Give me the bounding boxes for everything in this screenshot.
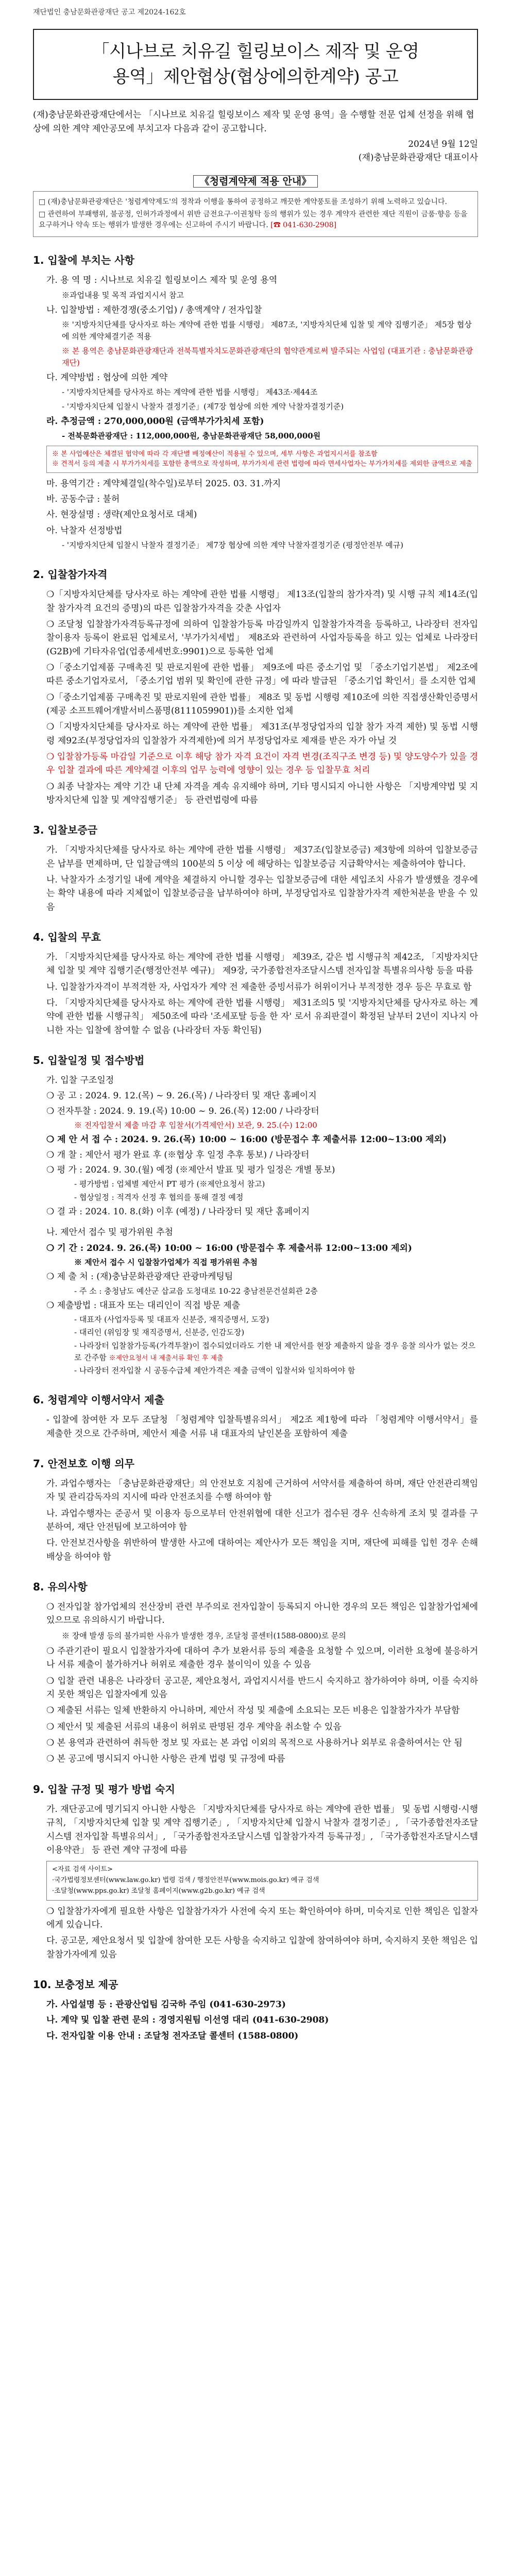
section-10-title: 10. 보충정보 제공 (33, 1978, 118, 1991)
s6-para-1: - 입찰에 참여한 자 모두 조달청 「청렴계약 입찰특별유의서」 제2조 제1항에 따라 「청렴계약 이행서약서」를 제출한 것으로 간주하며, 제안서 제출 서류 내 대표자의 날인본을 포함하여 제출 (46, 1415, 478, 1439)
s9-reference-box (46, 1861, 478, 1900)
s1-selection-method: 아. 낙찰자 선정방법 (46, 525, 123, 536)
s5-submission-rep: - 대표자 (사업자등록 및 대표자 신분증, 재직증명서, 도장) (74, 1315, 269, 1325)
s2-para-6: ❍ 입찰참가등록 마감일 기준으로 이후 해당 참가 자격 요건이 자격 변경(조직구조 변경 등) 및 양도양수가 있을 경우 입찰 결과에 따른 계약체결 이후의 업무 능력에 영향이 있는 경우 등 입찰무효 처리 (46, 751, 478, 776)
s5-sched-notice: ❍ 공 고 : 2024. 9. 12.(목) ~ 9. 26.(목) / 나라장터 및 재단 홈페이지 (46, 1091, 317, 1101)
s2-para-7: ❍ 최종 낙찰자는 계약 기간 내 단체 자격을 계속 유지해야 하며, 기타 명시되지 아니한 사항은 「지방계약법 및 지방자치단체 입찰 및 계약집행기준」 등 관련법령에 따름 (46, 781, 478, 805)
s1-bid-method-note-2: ※ 본 용역은 충남문화관광재단과 전북특별자치도문화관광재단의 협약관계로써 발주되는 사업임 (대표기관 : 충남문화관광재단) (62, 346, 473, 367)
s1-contract-method: 다. 계약방법 : 협상에 의한 계약 (46, 372, 168, 383)
s8-para-4: ❍ 제출된 서류는 일체 반환하지 아니하며, 제안서 작성 및 제출에 소요되는 모든 비용은 입찰참가자가 부담함 (46, 1705, 460, 1716)
s3-para-2: 나. 낙찰자가 소정기일 내에 계약을 체결하지 아니할 경우는 입찰보증금에 대한 세입조치 사유가 발생했을 경우에는 확약 내용에 따라 지체없이 입찰보증금을 납부하여야 하며, 부정당업자로 입찰참가자격 제한처분을 받을 수 있음 (46, 875, 478, 912)
s2-para-5: ❍「지방자치단체를 당사자로 하는 계약에 관한 법률」 제31조(부정당업자의 입찰 참가 자격 제한) 및 동법 시행령 제92조(부정당업자의 입찰참가 자격제한)에 의거 부정당업자로 제재를 받은 자가 아닐 것 (46, 722, 478, 746)
s5-submission-period: ❍ 기 간 : 2024. 9. 26.(목) 10:00 ~ 16:00 (방문접수 후 제출서류 12:00~13:00 제외) (46, 1243, 412, 1253)
s9-para-3: 다. 공고문, 제안요청서 및 입찰에 참여한 모든 사항을 숙지하고 입찰에 참여하여야 하며, 숙지하지 못한 책임은 입찰참가자에게 있음 (46, 1936, 478, 1960)
integrity-line-1: □ (재)충남문화관광재단은 '청렴계약제도'의 정착과 이행을 통하여 공정하고 깨끗한 계약풍토를 조성하기 위해 노력하고 있습니다. (39, 198, 447, 207)
s2-para-4: ❍「중소기업제품 구매촉진 및 판로지원에 관한 법률」 제8조 및 동법 시행령 제10조에 의한 직접생산확인증명서(제공 소프트웨어개발서비스품명(8111059901))를 소지한 업체 (46, 692, 478, 716)
notice-signer: (재)충남문화관광재단 대표이사 (358, 152, 478, 163)
s5-sched-e-bid-note: ※ 전자입찰서 제출 마감 후 입찰서(가격제안서) 보관, 9. 25.(수) 12:00 (74, 1121, 317, 1130)
section-8-title: 8. 유의사항 (33, 1581, 88, 1594)
s8-para-1: ❍ 전자입찰 참가업체의 전산장비 관련 부주의로 전자입찰이 등록되지 아니한 경우의 모든 책임은 입찰참가업체에 있으므로 유의하시기 바랍니다. (46, 1602, 478, 1626)
section-9-title: 9. 입찰 규정 및 평가 방법 숙지 (33, 1783, 175, 1795)
s1-budget-notice-box (46, 446, 478, 473)
s4-para-3: 다. 「지방자치단체를 당사자로 하는 계약에 관한 법률 시행령」 제31조의5 및 '지방자치단체를 당사자로 하는 계약에 관한 법률 시행규칙」 제50조에 따라 '조세포탈 등을 한 자' 로서 유죄판결이 확정된 날부터 2년이 지나지 아니한 자는 입찰에 참여할 수 없음 (나라장터 자동 확인됨) (46, 998, 478, 1036)
s1-site-briefing: 사. 현장설명 : 생략(제안요청서로 대체) (46, 510, 197, 520)
s1-contract-note-2: - '지방자치단체 입찰시 낙찰자 결정기준」(제7장 협상에 의한 계약 낙찰자결정기준) (62, 401, 344, 411)
intro-text: (재)충남문화관광재단에서는 「시나브로 치유길 힐링보이스 제작 및 운영 용역」을 수행할 전문 업체 선정을 위해 협상에 의한 계약 제안공모에 부치고자 다음과 같이 공고합니다. (33, 110, 474, 134)
section-6-title: 6. 청렴계약 이행서약서 제출 (33, 1394, 164, 1406)
title-line-1: 「시나브로 치유길 힐링보이스 제작 및 운영 (92, 41, 419, 62)
s5-sched-evaluation: ❍ 평 가 : 2024. 9. 30.(월) 예정 (※제안서 발표 및 평가 일정은 개별 통보) (46, 1165, 335, 1176)
section-4-title: 4. 입찰의 무효 (33, 931, 101, 944)
s1-service-name: 가. 용 역 명 : 시나브로 치유길 힐링보이스 제작 및 운영 용역 (46, 275, 278, 286)
s5-submission-method: ❍ 제출방법 : 대표자 또는 대리인이 직접 방문 제출 (46, 1300, 241, 1311)
integrity-notice-title: 《청렴계약제 적용 안내》 (33, 174, 478, 189)
notice-title-box (33, 29, 478, 100)
s2-para-3: ❍「중소기업제품 구매촉진 및 판로지원에 관한 법률」 제9조에 따른 중소기업 및 「중소기업기본법」 제2조에 따른 중소기업자로서, 「중소기업 범위 및 확인에 관한 규정」에 따라 발급된 「중소기업 확인서」를 소지한 업체 (46, 662, 478, 687)
section-3-title: 3. 입찰보증금 (33, 824, 98, 837)
notice-date: 2024년 9월 12일 (408, 139, 478, 149)
s5-submission-proxy: - 대리인 (위임장 및 재직증명서, 신분증, 인감도장) (74, 1328, 245, 1337)
s8-para-6: ❍ 본 용역과 관련하여 취득한 정보 및 자료는 본 과업 이외의 목적으로 사용하거나 외부로 유출하여서는 안 됨 (46, 1738, 463, 1749)
s5-schedule-heading: 가. 입찰 구조일정 (46, 1075, 114, 1086)
s2-para-2: ❍ 조달청 입찰참가자격등록규정에 의하여 입찰참가등록 마감일까지 입찰참가자격을 등록하고, 나라장터 전자입찰이용자 등록이 완료된 업체로서, '부가가치세법」 제8조와 관련하여 사업자등록을 하고 있는 업체로 나라장터(G2B)에 기타자유업(업종세세번호:9901)으로 등록한 업체 (46, 619, 478, 657)
s4-para-1: 가. 「지방자치단체를 당사자로 하는 계약에 관한 법률 시행령」 제39조, 같은 법 시행규칙 제42조, 「지방자치단체 입찰 및 계약 집행기준(행정안전부 예규)」 제9장, 국가종합전자조달시스템 전자입찰 특별유의사항 등을 따름 (46, 952, 478, 976)
s5-sched-e-bid: ❍ 전자투찰 : 2024. 9. 19.(목) 10:00 ~ 9. 26.(목) 12:00 / 나라장터 (46, 1106, 319, 1116)
s9-para-1: 가. 재단공고에 명기되지 아니한 사항은 「지방자치단체를 당사자로 하는 계약에 관한 법률」 및 동법 시행령·시행규칙, 「지방자치단체 입찰 및 계약 집행기준」, 「지방자치단체 입찰시 낙찰자 결정기준」, 「국가종합전자조달시스템 전자입찰 특별유의서」, 「국가종합전자조달시스템 입찰참가자격 등록규정」, 「국가종합전자조달시스템 이용약관」 등 관련 계약 규정에 따름 (46, 1804, 478, 1855)
s1-budget-line-2: ※ 견적서 등의 제출 시 부가가치세를 포함한 총액으로 작성하며, 부가가치세 관련 법령에 따라 면세사업자는 부가가치세를 제외한 금액으로 제출 (52, 460, 472, 468)
s1-estimated-amount: 라. 추정금액 : 270,000,000원 (금액부가가치세 포함) (46, 416, 264, 427)
notice-number: 재단법인 충남문화관광재단 공고 제2024-162호 (33, 8, 186, 16)
s4-para-2: 나. 입찰참가자격이 부적격한 자, 사업자가 계약 전 제출한 증빙서류가 허위이거나 부적정한 경우 등은 무효로 함 (46, 981, 472, 992)
s5-submission-warning: - 나라장터 입찰참가등록(가격투찰)이 접수되었더라도 기한 내 제안서를 현장 제출하지 않을 경우 응찰 의사가 없는 것으로 간주함 ※제안요청서 내 제출서류 확인 후 제출 (74, 1341, 476, 1362)
s8-para-7: ❍ 본 공고에 명시되지 아니한 사항은 관계 법령 및 규정에 따름 (46, 1754, 285, 1765)
s9-para-2: ❍ 입찰참가자에게 필요한 사항은 입찰참가자가 사전에 숙지 또는 확인하여야 하며, 미숙지로 인한 책임은 입찰자에게 있습니다. (46, 1906, 478, 1930)
s9-ref-pps: ·조달청(www.pps.go.kr) 조달청 홈페이지(www.g2b.go.kr) 예규 검색 (52, 1887, 265, 1895)
s5-submission-period-note: ※ 제안서 접수 시 입찰참가업체가 직접 평가위원 추첨 (74, 1257, 258, 1267)
s1-budget-line-1: ※ 본 사업예산은 체결된 협약에 따라 각 재단별 배정예산이 적용될 수 있으며, 세부 사항은 과업지시서를 참조함 (52, 450, 378, 458)
s1-period: 마. 용역기간 : 계약체결일(착수일)로부터 2025. 03. 31.까지 (46, 478, 281, 489)
integrity-contact: [☎ 041-630-2908] (270, 221, 337, 230)
s10-contact-contract: 나. 계약 및 입찰 관련 문의 : 경영지원팀 이선영 대리 (041-630-2908) (46, 2015, 329, 2026)
section-1-title: 1. 입찰에 부치는 사항 (33, 254, 134, 267)
s10-contact-project: 가. 사업설명 등 : 관광산업팀 김국하 주임 (041-630-2973) (46, 1999, 286, 2010)
s1-service-note: ※과업내용 및 목적 과업지시서 참고 (62, 290, 184, 300)
s1-joint-supply: 바. 공동수급 : 불허 (46, 494, 120, 504)
s2-para-1: ❍「지방자치단체를 당사자로 하는 계약에 관한 법률 시행령」 제13조(입찰의 참가자격) 및 시행 규칙 제14조(입찰 참가자격 요건의 증명)의 따른 입찰참가자격을 갖춘 사업자 (46, 589, 478, 614)
s8-para-2: ❍ 주관기관이 필요시 입찰참가자에 대하여 추가 보완서류 등의 제출을 요청할 수 있으며, 이러한 요청에 불응하거나 서류 제출이 불가하거나 허위로 제출한 경우 불이익이 있을 수 있음 (46, 1646, 478, 1670)
integrity-line-2: □ 관련하여 부패행위, 불공정, 인허가과정에서 위반 금전요구·이권청탁 등의 행위가 있는 경우 계약자 관련한 재단 직원이 금품·향응 등을 요구하거나 약속 또는 행위가 발생한 경우에는 신고하여 주시기 바랍니다. [☎ 041-630-2908] (39, 210, 468, 230)
s9-ref-heading: <자료 검색 사이트> (52, 1866, 113, 1874)
s1-contract-note-1: - '지방자치단체를 당사자로 하는 계약에 관한 법률 시행령」 제43조·제44조 (62, 387, 318, 397)
s5-sched-opening: ❍ 개 찰 : 제안서 평가 완료 후 (※협상 후 일정 추후 통보) / 나라장터 (46, 1149, 310, 1160)
s5-sched-eval-note-1: - 평가방법 : 업체별 제안서 PT 평가 (※제안요청서 참고) (74, 1179, 265, 1189)
s5-submission-place: ❍ 제 출 처 : (재)충남문화관광재단 관광마케팅팀 (46, 1272, 233, 1282)
s7-para-1: 가. 과업수행자는 「충남문화관광재단」의 안전보호 지침에 근거하여 서약서를 제출하여 하며, 재단 안전관리책임자 및 관리감독자의 지시에 따라 안전조치를 수행 하여야 함 (46, 1479, 478, 1503)
s8-para-3: ❍ 입찰 관련 내용은 나라장터 공고문, 제안요청서, 과업지시서를 반드시 숙지하고 참가하여야 하며, 이를 숙지하지 못한 책임은 입찰자에게 있음 (46, 1675, 478, 1700)
s5-sched-result: ❍ 결 과 : 2024. 10. 8.(화) 이후 (예정) / 나라장터 및 재단 홈페이지 (46, 1206, 310, 1217)
s9-ref-law: ·국가법령정보센터(www.law.go.kr) 법령 검색 / 행정안전부(www.mois.go.kr) 예규 검색 (52, 1876, 319, 1884)
section-7-title: 7. 안전보호 이행 의무 (33, 1458, 134, 1470)
s5-submission-price-note: - 나라장터 전자입찰 시 공동수급체 제안가격은 제출 금액이 입찰서와 일치하여야 함 (74, 1366, 355, 1376)
title-line-2: 용역」제안협상(협상에의한계약) 공고 (112, 66, 399, 87)
s10-contact-ebid: 다. 전자입찰 이용 안내 : 조달청 전자조달 콜센터 (1588-0800) (46, 2030, 299, 2041)
integrity-notice-box (33, 191, 478, 237)
s7-para-2: 나. 과업수행자는 준공서 및 이용자 등으로부터 안전위협에 대한 신고가 접수된 경우 신속하게 조치 및 결과를 구분하여, 재단 안전팀에 보고하여야 함 (46, 1508, 478, 1533)
s1-selection-note: - '지방자치단체 입찰시 낙찰자 결정기준」 제7장 협상에 의한 계약 낙찰자결정기준 (평정안전부 예규) (62, 540, 404, 550)
section-2-title: 2. 입찰참가자격 (33, 568, 108, 581)
s5-sched-proposal: ❍ 제 안 서 접 수 : 2024. 9. 26.(목) 10:00 ~ 16:00 (방문접수 후 제출서류 12:00~13:00 제외) (46, 1134, 447, 1145)
s1-bid-method-note-1: ※ '지방자치단체를 당사자로 하는 계약에 관한 법률 시행령」 제87조, '지방자치단체 입찰 및 계약 집행기준」 제5장 협상에 의한 계약체결기준 적용 (62, 320, 472, 342)
s8-para-1-note: ※ 장애 발생 등의 불가피한 사유가 발생한 경우, 조달청 콜센터(1588-0800)로 문의 (62, 1631, 346, 1640)
s3-para-1: 가. 「지방자치단체를 당사자로 하는 계약에 관한 법률 시행령」 제37조(입찰보증금) 제3항에 의하여 입찰보증금은 납부를 면제하며, 단 입찰금액의 100분의 5 이상 에 해당하는 입찰보증금 지급확약서는 제출하여야 합니다. (46, 845, 478, 869)
s5-submission-address: - 주 소 : 충청남도 예산군 삽교읍 도청대로 10-22 충남전문건설회관 2층 (74, 1286, 318, 1296)
s7-para-3: 다. 안전보건사항을 위반하여 발생한 사고에 대하여는 제안사가 모든 책임을 지며, 재단에 피해를 입힌 경우 손해배상을 하여야 함 (46, 1538, 478, 1562)
s1-bid-method: 나. 입찰방법 : 제한경쟁(중소기업) / 총액계약 / 전자입찰 (46, 304, 262, 315)
s8-para-5: ❍ 제안서 및 제출된 서류의 내용이 허위로 판명된 경우 계약을 취소할 수 있음 (46, 1721, 342, 1732)
s5-sched-eval-note-2: - 협상일정 : 적격자 선정 후 협의를 통해 결정 예정 (74, 1192, 244, 1202)
s1-estimated-amount-note: - 전북문화관광재단 : 112,000,000원, 충남문화관광재단 58,000,000원 (62, 431, 321, 441)
s5-submission-heading: 나. 제안서 접수 및 평가위원 추첨 (46, 1227, 173, 1238)
section-5-title: 5. 입찰일정 및 접수방법 (33, 1054, 145, 1067)
